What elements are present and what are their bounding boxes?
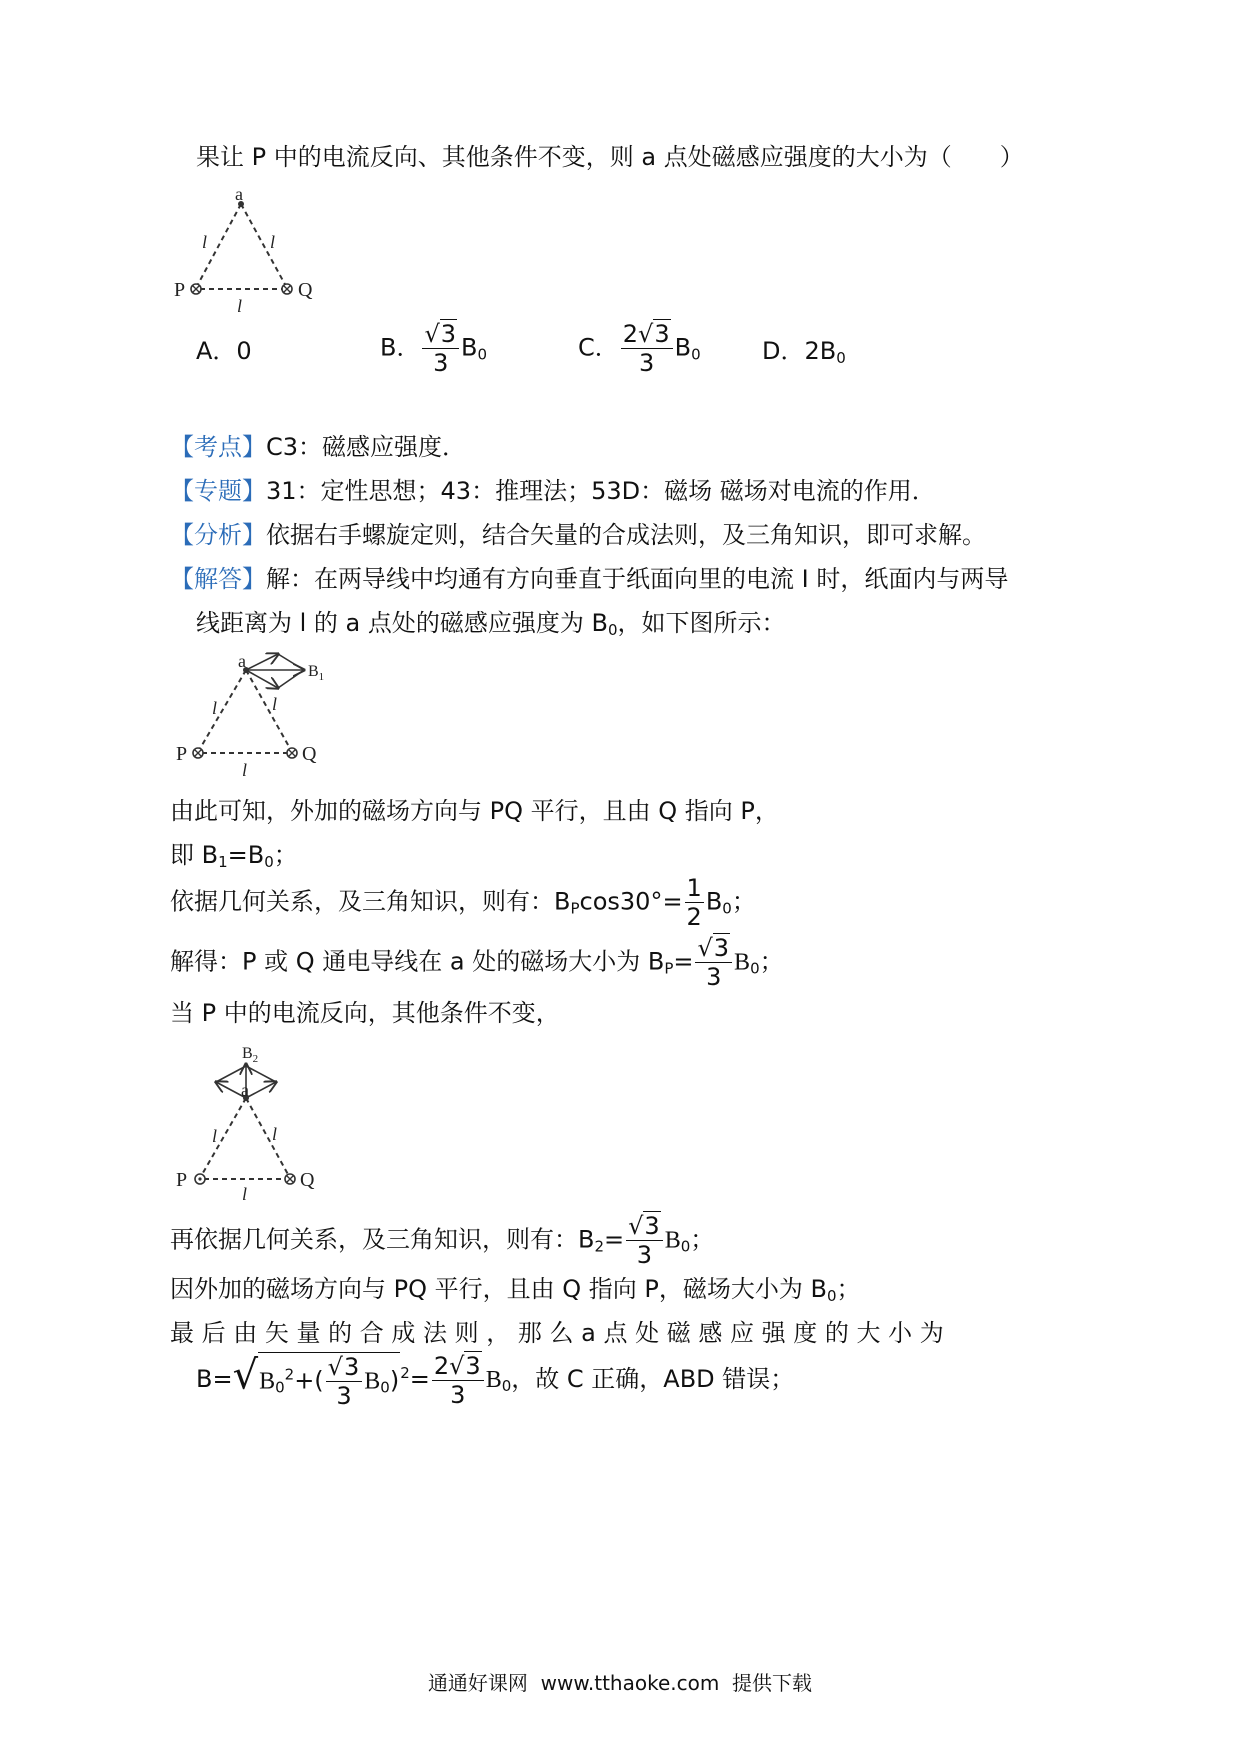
fig1-label-l-right: l xyxy=(270,232,276,252)
fig3-label-l-bottom: l xyxy=(242,1184,248,1204)
fig3-label-l-right: l xyxy=(272,1124,278,1144)
fig3-label-a: a xyxy=(241,1080,249,1100)
fig3-label-l-left: l xyxy=(212,1126,218,1146)
option-a: A．0 xyxy=(196,337,252,365)
fig2-label-p: P xyxy=(176,743,188,765)
solution-line-3: 依据几何关系，及三角知识，则有：$B_P\cos 30^\circ=$ $\frac{1}{2}$ $B_0$； xyxy=(170,874,756,931)
jieda-line: 【解答】解：在两导线中均通有方向垂直于纸面向里的电流 I 时，纸面内与两导 xyxy=(170,565,1009,593)
question-stem: 果让 P 中的电流反向、其他条件不变，则 a 点处磁感应强度的大小为（ ） xyxy=(196,143,1024,171)
fig1-label-l-bottom: l xyxy=(237,296,243,316)
fig3-label-q: Q xyxy=(300,1169,315,1191)
kaodian-line: 【考点】C3：磁感应强度． xyxy=(170,433,467,461)
solution-line-8: 最 后 由 矢 量 的 合 成 法 则 ， 那 么 a 点 处 磁 感 应 强 度 的 大 小 为 xyxy=(170,1319,944,1347)
option-b: B． $\frac{√3}{3}$ $B_0$ xyxy=(380,320,488,377)
fig1-label-p: P xyxy=(174,279,186,301)
figure-triangle-1 xyxy=(170,184,330,320)
fig2-label-l-bottom: l xyxy=(242,760,248,780)
solution-line-7: 因外加的磁场方向与 PQ 平行，且由 Q 指向 P，磁场大小为 $B_0$； xyxy=(170,1275,861,1305)
fig2-label-l-right: l xyxy=(272,694,278,714)
solution-line-5: 当 P 中的电流反向，其他条件不变， xyxy=(170,999,560,1027)
option-d: D．$2B_0$ xyxy=(762,337,846,367)
solution-line-2: 即 $B_1=B_0$； xyxy=(170,841,298,871)
solution-line-9: $B=√B_0^2+$( $\frac{√3}{3}$ $B_0)^2=$ $\frac{2√3}{3}$ $B_0$，故 C 正确，ABD 错误； xyxy=(196,1351,795,1410)
option-c: C． $\frac{2√3}{3}$ $B_0$ xyxy=(578,320,701,377)
solution-line-6: 再依据几何关系，及三角知识，则有：$B_2=$ $\frac{√3}{3}$ $B_0$； xyxy=(170,1212,715,1269)
fig2-label-q: Q xyxy=(302,743,317,765)
fig3-label-p: P xyxy=(176,1169,188,1191)
fig2-label-a: a xyxy=(238,651,246,671)
fig1-label-l-left: l xyxy=(202,232,208,252)
figure-triangle-3 xyxy=(172,1044,342,1204)
fig2-label-l-left: l xyxy=(212,698,218,718)
fig2-label-b1: $B_1$ xyxy=(308,663,325,683)
solution-line-1: 由此可知，外加的磁场方向与 PQ 平行，且由 Q 指向 P， xyxy=(170,797,779,825)
fig1-label-a: a xyxy=(235,184,243,204)
figure-triangle-2 xyxy=(172,651,362,784)
fig1-label-q: Q xyxy=(298,279,313,301)
page-footer: 通通好课网 www.tthaoke.com 提供下载 xyxy=(427,1671,813,1695)
solution-line-4: 解得：P 或 Q 通电导线在 a 处的磁场大小为 $B_P=$ $\frac{√3}{3}$ $B_0$； xyxy=(170,934,784,991)
zhuanti-line: 【专题】31：定性思想；43：推理法；53D：磁场 磁场对电流的作用． xyxy=(170,477,936,505)
fenxi-line: 【分析】依据右手螺旋定则，结合矢量的合成法则，及三角知识，即可求解。 xyxy=(170,521,986,549)
jieda-line-2: 线距离为 l 的 a 点处的磁感应强度为 $B_0$，如下图所示： xyxy=(196,609,786,639)
fig3-label-b2: $B_2$ xyxy=(242,1045,259,1065)
